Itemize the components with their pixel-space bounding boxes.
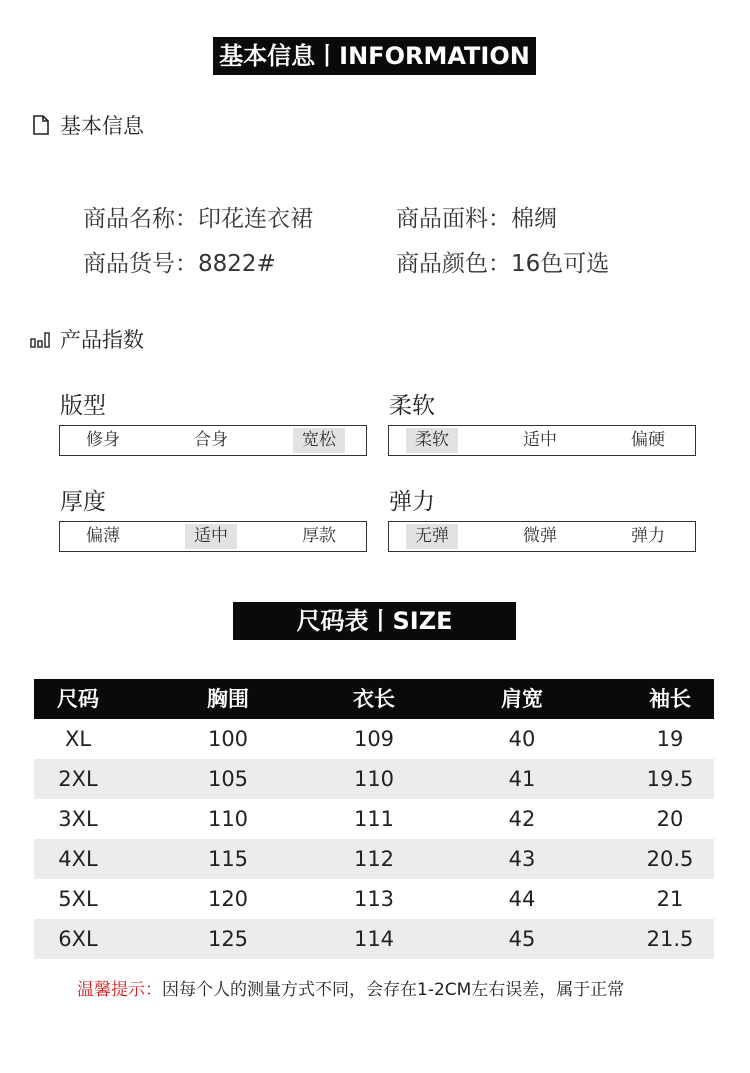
product-code: 商品货号：8822#: [83, 251, 276, 277]
size-tip: [77, 975, 624, 1000]
index-label-softness: 柔软: [389, 393, 435, 419]
basic-info-heading: [30, 110, 144, 140]
bar-chart-icon: [30, 328, 52, 350]
index-label-fit: 版型: [60, 393, 106, 419]
table-cell: 109: [353, 727, 395, 751]
table-cell: 6XL: [58, 927, 98, 951]
information-banner: 基本信息丨INFORMATION: [213, 37, 536, 75]
table-cell: 19: [656, 727, 684, 751]
table-cell: 115: [207, 847, 249, 871]
index-option: 偏薄: [86, 526, 120, 546]
table-cell: 113: [353, 887, 395, 911]
size-banner: 尺码表丨SIZE: [233, 602, 516, 640]
table-cell: 4XL: [58, 847, 98, 871]
table-cell: 21.5: [646, 927, 694, 951]
table-row: [34, 799, 714, 839]
table-cell: 110: [207, 807, 249, 831]
table-row: [34, 719, 714, 759]
table-row: [34, 759, 714, 799]
index-option: 厚款: [302, 526, 336, 546]
column-header: 胸围: [207, 687, 249, 711]
table-cell: 120: [207, 887, 249, 911]
table-row: [34, 879, 714, 919]
table-cell: 21: [656, 887, 684, 911]
column-header: 肩宽: [501, 687, 543, 711]
table-cell: 43: [508, 847, 536, 871]
index-option: 柔软: [406, 428, 458, 453]
table-cell: 19.5: [646, 767, 694, 791]
index-scale-thickness: [59, 521, 367, 552]
table-header-row: [34, 679, 714, 719]
table-cell: 112: [353, 847, 395, 871]
table-cell: 111: [353, 807, 395, 831]
table-cell: 40: [508, 727, 536, 751]
product-color: 商品颜色：16色可选: [396, 251, 610, 277]
tip-label: 温馨提示：: [77, 980, 162, 1000]
product-name: 商品名称：印花连衣裙: [83, 206, 313, 232]
table-cell: 5XL: [58, 887, 98, 911]
index-scale-elasticity: [388, 521, 696, 552]
table-row: [34, 839, 714, 879]
table-cell: 105: [207, 767, 249, 791]
table-row: [34, 919, 714, 959]
table-cell: 2XL: [58, 767, 98, 791]
index-label-elasticity: 弹力: [389, 489, 435, 515]
table-cell: XL: [64, 727, 92, 751]
table-cell: 100: [207, 727, 249, 751]
table-cell: 20: [656, 807, 684, 831]
index-label-thickness: 厚度: [60, 489, 106, 515]
index-option: 弹力: [631, 526, 665, 546]
table-cell: 45: [508, 927, 536, 951]
table-cell: 114: [353, 927, 395, 951]
size-table: [34, 679, 714, 959]
product-index-title: 产品指数: [60, 328, 144, 352]
table-cell: 110: [353, 767, 395, 791]
tip-text: 因每个人的测量方式不同，会存在1-2CM左右误差，属于正常: [162, 980, 625, 1000]
index-scale-softness: [388, 425, 696, 456]
product-index-heading: [30, 324, 144, 354]
index-option: 适中: [523, 430, 557, 450]
table-cell: 42: [508, 807, 536, 831]
column-header: 袖长: [649, 687, 691, 711]
index-scale-fit: [59, 425, 367, 456]
column-header: 尺码: [57, 687, 99, 711]
table-cell: 44: [508, 887, 536, 911]
index-option: 偏硬: [631, 430, 665, 450]
index-option: 宽松: [293, 428, 345, 453]
index-option: 微弹: [523, 526, 557, 546]
index-option: 修身: [86, 430, 120, 450]
index-option: 合身: [194, 430, 228, 450]
table-cell: 125: [207, 927, 249, 951]
product-fabric: 商品面料：棉绸: [396, 206, 557, 232]
table-cell: 3XL: [58, 807, 98, 831]
basic-info-title: 基本信息: [60, 114, 144, 138]
document-icon: [30, 114, 52, 136]
index-option: 适中: [185, 524, 237, 549]
column-header: 衣长: [353, 687, 395, 711]
index-option: 无弹: [406, 524, 458, 549]
table-cell: 20.5: [646, 847, 694, 871]
table-cell: 41: [508, 767, 536, 791]
